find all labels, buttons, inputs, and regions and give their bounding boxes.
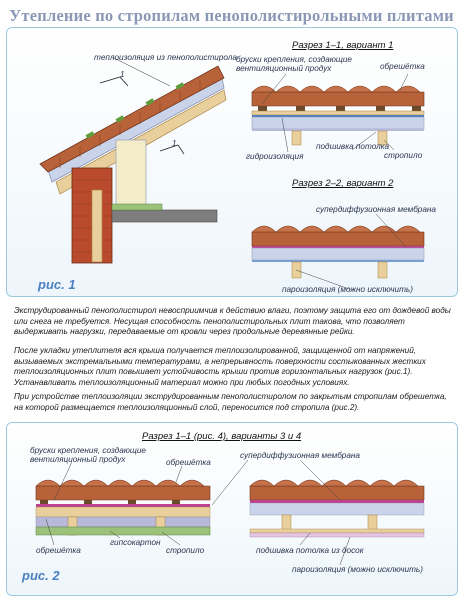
label-cut-mark-2: 1 [172, 139, 177, 148]
label-ceiling-batten: подшивка потолка [316, 142, 390, 151]
paragraph-3: При устройстве теплоизоляции экструдированным пенополистиролом по закрытым стропилам обрешетка, на которой размещается теплоизоляционный слой, переносится под стропила (рис.2). [14, 392, 447, 412]
label-cut-mark-1: 1 [120, 70, 125, 79]
fig2-label-vapor-barrier: пароизоляция (можно исключить) [292, 565, 423, 574]
label-insulation: теплоизоляция из пенополистирола [94, 53, 237, 62]
figure-1-caption: рис. 1 [38, 277, 76, 292]
fig2-label-gypsum: гипсокартон [110, 538, 161, 547]
fig2-label-rafter: стропило [166, 546, 205, 555]
section-1-title: Разрез 1–1, вариант 1 [292, 40, 394, 51]
label-rafter: стропило [384, 151, 423, 160]
fig2-label-ceiling-boards: подшивка потолка из досок [256, 546, 364, 555]
label-waterproofing: гидроизоляция [246, 152, 304, 161]
fig2-right-section [250, 480, 424, 537]
fig2-left-section [36, 480, 210, 535]
page-title: Утепление по стропилам пенополистирольными плитами [9, 6, 454, 25]
label-battens: бруски крепления, создающие вентиляционный продух [236, 55, 352, 73]
paragraph-1: Экструдированный пенополистирол невосприимчив к действию влаги, поэтому защита его от дождевой воды или снега не требуется. Несущая способность пенополистирольных плит такова, что позволяет выдерживать нагрузки, передаваемые от кровли через продольные деревянные рейки. [14, 306, 451, 337]
fig2-label-lathing-bottom: обрешётка [36, 546, 81, 555]
label-vapor-barrier: пароизоляция (можно исключить) [282, 285, 413, 294]
label-lathing: обрешётка [380, 62, 425, 71]
fig2-label-lathing-top: обрешётка [166, 458, 211, 467]
fig2-gypsum-board [36, 527, 210, 535]
label-membrane: супердиффузионная мембрана [316, 205, 436, 214]
figure-2-caption: рис. 2 [22, 568, 60, 583]
fig2-label-membrane: супердиффузионная мембрана [240, 451, 360, 460]
fig2-label-battens: бруски крепления, создающие вентиляционный продух [30, 446, 146, 464]
section-2-title: Разрез 2–2, вариант 2 [292, 178, 394, 189]
paragraph-2: После укладки утеплителя вся крыша получается теплоизолированной, защищенной от напряжений, вызываемых экстремальными температурами, а непрерывность поверхности состыкованных жестких теплоизоляционных плит повышает устойчивость крыши против горизонтальных нагрузок (рис.1). Устанавливать теплоизоляционный материал можно при любых погодных условиях. [14, 346, 426, 387]
figure-2-title: Разрез 1–1 (рис. 4), варианты 3 и 4 [142, 431, 302, 442]
